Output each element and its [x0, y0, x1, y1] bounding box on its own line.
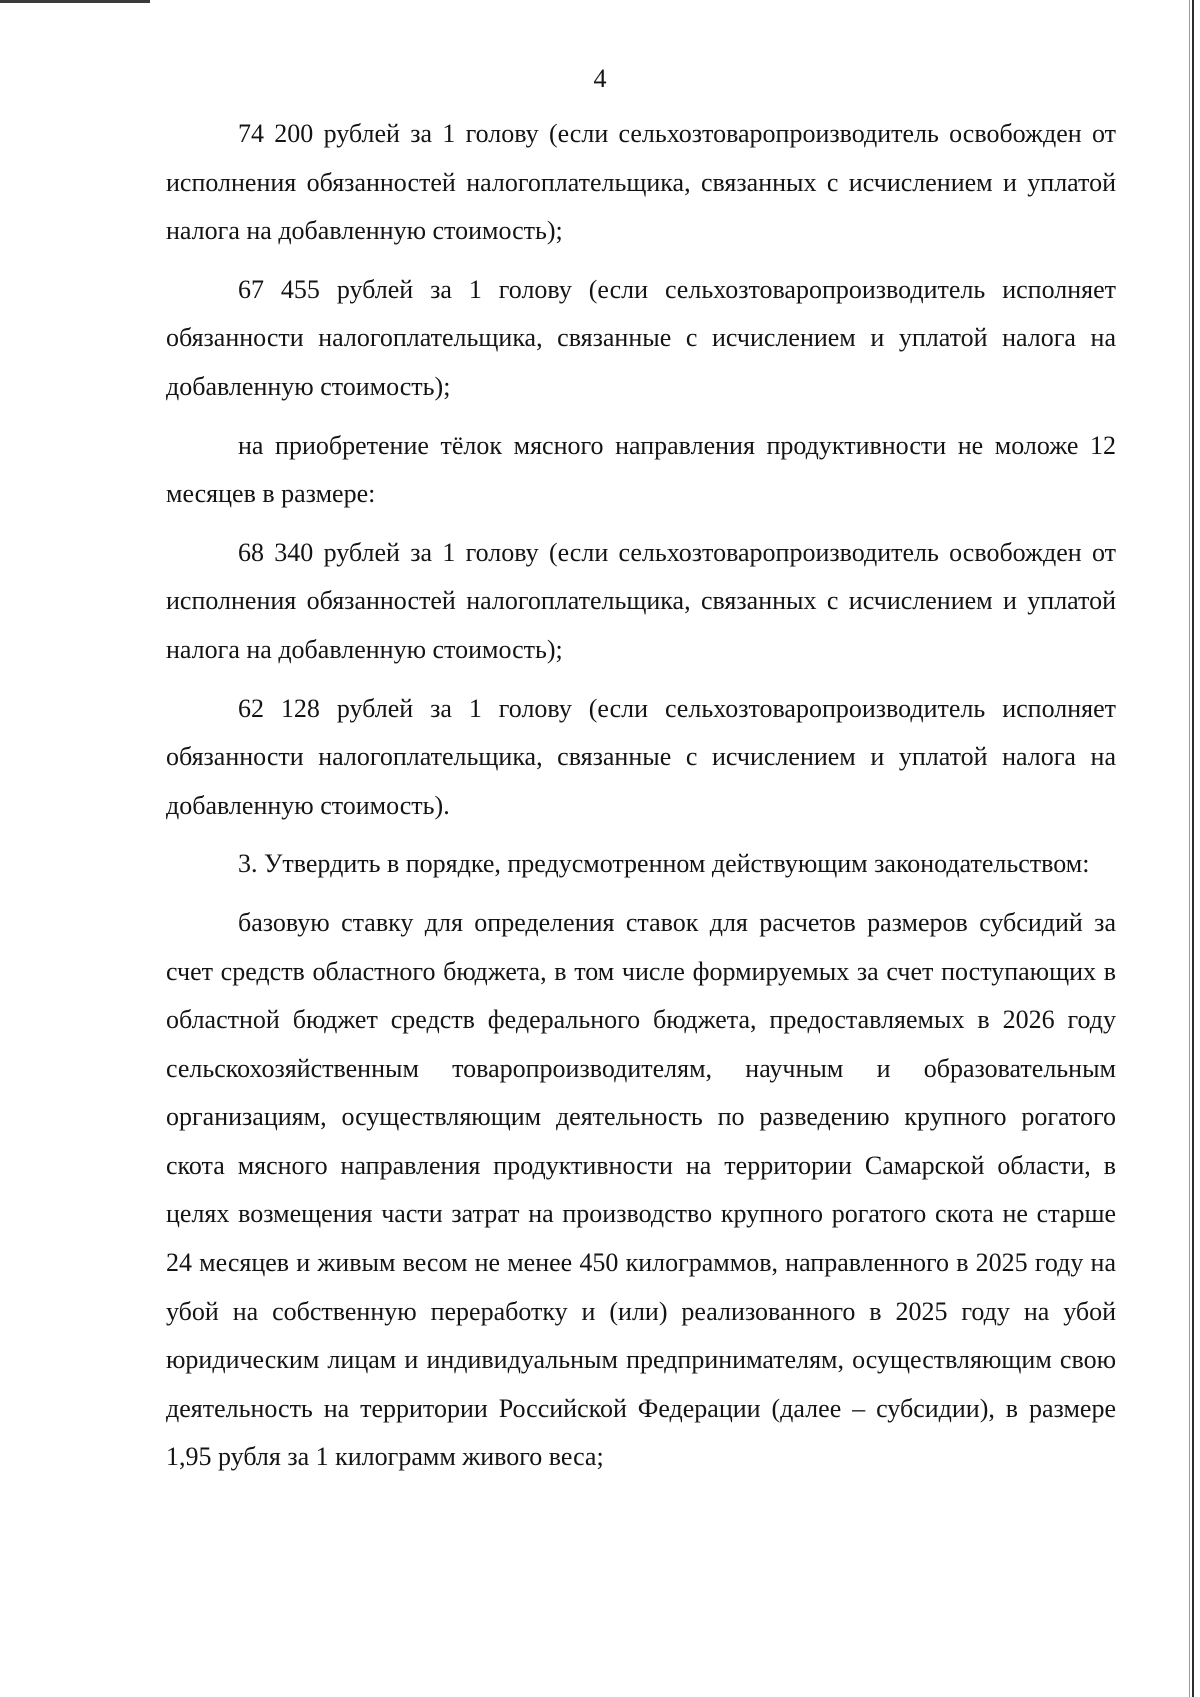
- paragraph: 74 200 рублей за 1 голову (если сельхозтоваропроизводитель освобожден от исполнения обязанностей налогоплательщика, связанных с исчислением и уплатой налога на добавленную стоимость);: [166, 119, 1116, 246]
- paragraph: 67 455 рублей за 1 голову (если сельхозтоваропроизводитель исполняет обязанности налогоплательщика, связанные с исчислением и уплатой налога на добавленную стоимость);: [166, 274, 1116, 401]
- paragraph: 62 128 рублей за 1 голову (если сельхозтоваропроизводитель исполняет обязанности налогоплательщика, связанные с исчислением и уплатой налога на добавленную стоимость).: [166, 693, 1116, 820]
- scan-edge-right-secondary: [1189, 0, 1190, 1697]
- paragraph: 68 340 рублей за 1 голову (если сельхозтоваропроизводитель освобожден от исполнения обязанностей налогоплательщика, связанных с исчислением и уплатой налога на добавленную стоимость);: [166, 537, 1116, 664]
- scan-edge-right: [1192, 0, 1194, 1697]
- page-number: 4: [593, 64, 607, 93]
- paragraph: базовую ставку для определения ставок для расчетов размеров субсидий за счет средств областного бюджета, в том числе формируемых за счет поступающих в областной бюджет средств федерального бюджета, предоставляемых в 2026 году сельскохозяйственным товаропроизводителям, научным и образовательным организациям, осуществляющим деятельность по разведению крупного рогатого скота мясного направления продуктивности на территории Самарской области, в целях возмещения части затрат на производство крупного рогатого скота не старше 24 месяцев и живым весом не менее 450 килограммов, направленного в 2025 году на убой на собственную переработку и (или) реализованного в 2025 году на убой юридическим лицам и индивидуальным предпринимателям, осуществляющим свою деятельность на территории Российской Федерации (далее – субсидии), в размере 1,95 рубля за 1 килограмм живого веса;: [166, 907, 1116, 1472]
- page-body: [166, 110, 1116, 1482]
- paragraph: на приобретение тёлок мясного направления продуктивности не моложе 12 месяцев в размере:: [166, 430, 1116, 509]
- scan-edge-top: [0, 0, 150, 3]
- paragraph: 3. Утвердить в порядке, предусмотренном действующим законодательством:: [238, 849, 1090, 879]
